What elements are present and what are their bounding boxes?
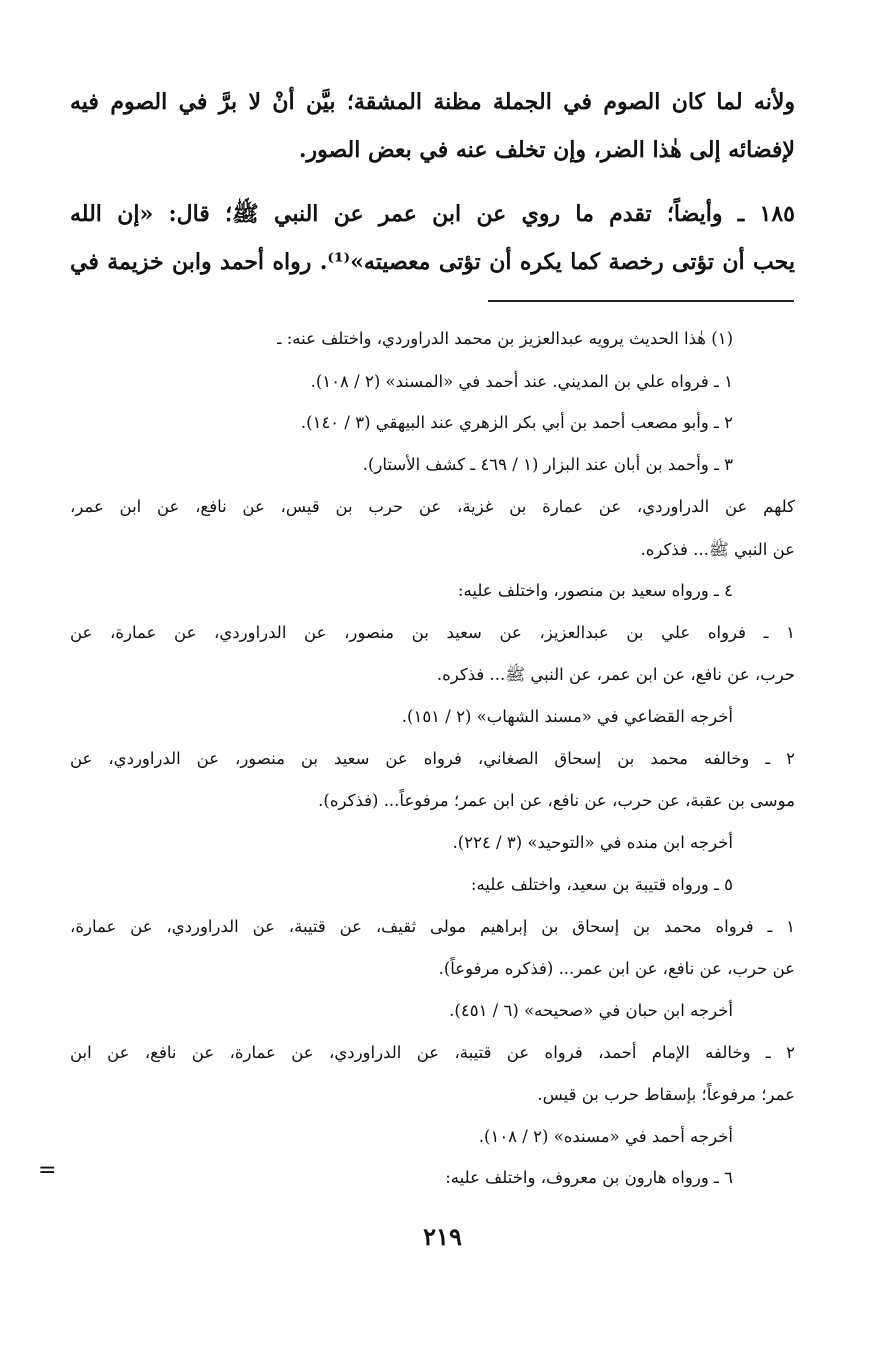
footnote-line: ٢ ـ وخالفه الإمام أحمد، فرواه عن قتيبة، عن الدراوردي، عن عمارة، عن نافع، عن ابن: [70, 1043, 795, 1062]
footnote-line: عمر؛ مرفوعاً؛ بإسقاط حرب بن قيس.: [537, 1085, 795, 1104]
footnote-line: عن النبي ﷺ... فذكره.: [640, 540, 795, 559]
body-text-line: يحب أن تؤتى رخصة كما يكره أن تؤتى معصيته»⁽¹⁾. رواه أحمد وابن خزيمة في: [70, 249, 795, 275]
footnote-line: ٢ ـ وخالفه محمد بن إسحاق الصغاني، فرواه عن سعيد بن منصور، عن الدراوردي، عن: [70, 749, 795, 768]
footnote-line: ٣ ـ وأحمد بن أبان عند البزار (١ / ٤٦٩ ـ كشف الأستار).: [362, 455, 733, 474]
footnote-line: أخرجه أحمد في «مسنده» (٢ / ١٠٨).: [478, 1127, 733, 1146]
footnote-line: ٤ ـ ورواه سعيد بن منصور، واختلف عليه:: [457, 581, 733, 600]
footnote-line: موسى بن عقبة، عن حرب، عن نافع، عن ابن عمر؛ مرفوعاً... (فذكره).: [318, 791, 795, 810]
body-text-line: ١٨٥ ـ وأيضاً؛ تقدم ما روي عن ابن عمر عن النبي ﷺ؛ قال: «إن الله: [70, 201, 795, 227]
footnote-line: ١ ـ فرواه علي بن عبدالعزيز، عن سعيد بن منصور، عن الدراوردي، عن عمارة، عن: [70, 623, 795, 642]
footnote-line: ٥ ـ ورواه قتيبة بن سعيد، واختلف عليه:: [470, 875, 733, 894]
footnote-line: حرب، عن نافع، عن ابن عمر، عن النبي ﷺ... فذكره.: [436, 665, 795, 684]
footnote-line: ٦ ـ ورواه هارون بن معروف، واختلف عليه:: [445, 1168, 733, 1187]
continuation-mark: =: [38, 1158, 57, 1183]
footnote-line: أخرجه القضاعي في «مسند الشهاب» (٢ / ١٥١).: [401, 707, 733, 726]
body-text-line: ولأنه لما كان الصوم في الجملة مظنة المشقة؛ بيَّن أنْ لا برَّ في الصوم فيه: [70, 89, 795, 115]
page-number: ٢١٩: [423, 1222, 462, 1251]
footnote-line: ١ ـ فرواه علي بن المديني. عند أحمد في «المسند» (٢ / ١٠٨).: [310, 372, 733, 391]
footnote-line: أخرجه ابن منده في «التوحيد» (٣ / ٢٢٤).: [452, 833, 733, 852]
body-text-line: لإفضائه إلى هٰذا الضر، وإن تخلف عنه في بعض الصور.: [298, 137, 795, 163]
footnote-separator: [488, 300, 794, 302]
footnote-line: عن حرب، عن نافع، عن ابن عمر... (فذكره مرفوعاً).: [438, 959, 795, 978]
footnote-line: أخرجه ابن حبان في «صحيحه» (٦ / ٤٥١).: [449, 1001, 733, 1020]
footnote-line: كلهم عن الدراوردي، عن عمارة بن غزية، عن حرب بن قيس، عن نافع، عن ابن عمر،: [70, 497, 795, 516]
footnote-line: ١ ـ فرواه محمد بن إسحاق بن إبراهيم مولى ثقيف، عن قتيبة، عن الدراوردي، عن عمارة،: [70, 917, 795, 936]
footnote-line: ٢ ـ وأبو مصعب أحمد بن أبي بكر الزهري عند البيهقي (٣ / ١٤٠).: [300, 413, 733, 432]
footnote-line: (١) هٰذا الحديث يرويه عبدالعزيز بن محمد الدراوردي، واختلف عنه: ـ: [276, 329, 733, 348]
